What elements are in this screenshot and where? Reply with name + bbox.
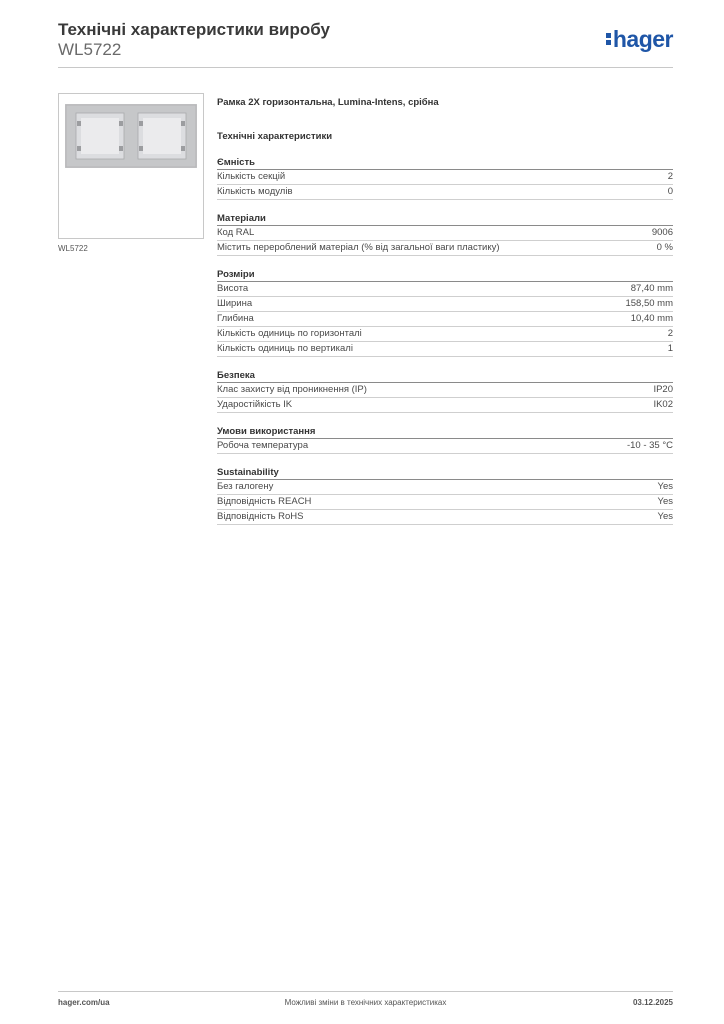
spec-section	[217, 268, 673, 357]
page-title: Технічні характеристики виробу	[58, 20, 330, 39]
product-title: Рамка 2Х горизонтальна, Lumina-Intens, срібна	[217, 97, 439, 108]
product-code: WL5722	[58, 40, 122, 59]
spec-row	[217, 510, 673, 525]
spec-label: Висота	[217, 283, 249, 294]
spec-section	[217, 466, 673, 525]
spec-label: Клас захисту від проникнення (IP)	[217, 384, 367, 395]
section-title: Умови використання	[217, 425, 673, 439]
header-divider	[58, 67, 673, 68]
spec-row	[217, 282, 673, 297]
spec-section	[217, 425, 673, 454]
footer-website-link[interactable]: hager.com/ua	[58, 998, 110, 1007]
spec-label: Без галогену	[217, 481, 274, 492]
logo-text: hager	[612, 26, 673, 52]
spec-section	[217, 156, 673, 200]
spec-label: Глибина	[217, 313, 254, 324]
footer-date: 03.12.2025	[632, 998, 673, 1007]
spec-value: Yes	[657, 511, 673, 522]
spec-value: 87,40 mm	[630, 283, 673, 294]
double-frame-image	[59, 94, 203, 238]
spec-value: 158,50 mm	[625, 298, 673, 309]
spec-value: 2	[667, 171, 673, 182]
spec-label: Кількість одиниць по вертикалі	[217, 343, 353, 354]
spec-value: 1	[667, 343, 673, 354]
footer-notice: Можливі зміни в технічних характеристиках	[284, 998, 447, 1007]
logo-dots-icon	[606, 31, 612, 47]
section-title: Матеріали	[217, 212, 673, 226]
spec-row	[217, 327, 673, 342]
product-image	[58, 93, 204, 239]
hager-logo[interactable]	[606, 26, 673, 53]
spec-label: Відповідність REACH	[217, 496, 312, 507]
spec-section	[217, 212, 673, 256]
spec-row	[217, 383, 673, 398]
spec-row	[217, 480, 673, 495]
section-title: Розміри	[217, 268, 673, 282]
spec-label: Ударостійкість IK	[217, 399, 293, 410]
spec-value: IP20	[653, 384, 673, 395]
spec-label: Відповідність RoHS	[217, 511, 304, 522]
spec-label: Кількість секцій	[217, 171, 286, 182]
spec-row	[217, 312, 673, 327]
spec-value: 0 %	[656, 242, 673, 253]
specifications	[217, 96, 673, 525]
spec-row	[217, 297, 673, 312]
spec-row	[217, 170, 673, 185]
spec-heading: Технічні характеристики	[217, 131, 333, 142]
spec-sections	[217, 156, 673, 525]
section-title: Безпека	[217, 369, 673, 383]
image-caption: WL5722	[58, 244, 88, 253]
spec-value: 10,40 mm	[630, 313, 673, 324]
spec-row	[217, 226, 673, 241]
spec-row	[217, 398, 673, 413]
spec-value: -10 - 35 °C	[626, 440, 673, 451]
spec-label: Кількість одиниць по горизонталі	[217, 328, 362, 339]
spec-value: Yes	[657, 481, 673, 492]
spec-label: Кількість модулів	[217, 186, 293, 197]
spec-section	[217, 369, 673, 413]
spec-value: IK02	[653, 399, 673, 410]
section-title: Sustainability	[217, 466, 673, 480]
spec-row	[217, 342, 673, 357]
spec-row	[217, 439, 673, 454]
spec-row	[217, 241, 673, 256]
spec-row	[217, 185, 673, 200]
spec-label: Ширина	[217, 298, 253, 309]
spec-value: 0	[667, 186, 673, 197]
footer-divider	[58, 991, 673, 992]
section-title: Ємність	[217, 156, 673, 170]
spec-row	[217, 495, 673, 510]
spec-label: Містить перероблений матеріал (% від загальної ваги пластику)	[217, 242, 500, 253]
page-header	[58, 20, 673, 60]
spec-label: Робоча температура	[217, 440, 309, 451]
spec-label: Код RAL	[217, 227, 255, 238]
spec-value: 2	[667, 328, 673, 339]
spec-value: 9006	[651, 227, 673, 238]
spec-value: Yes	[657, 496, 673, 507]
